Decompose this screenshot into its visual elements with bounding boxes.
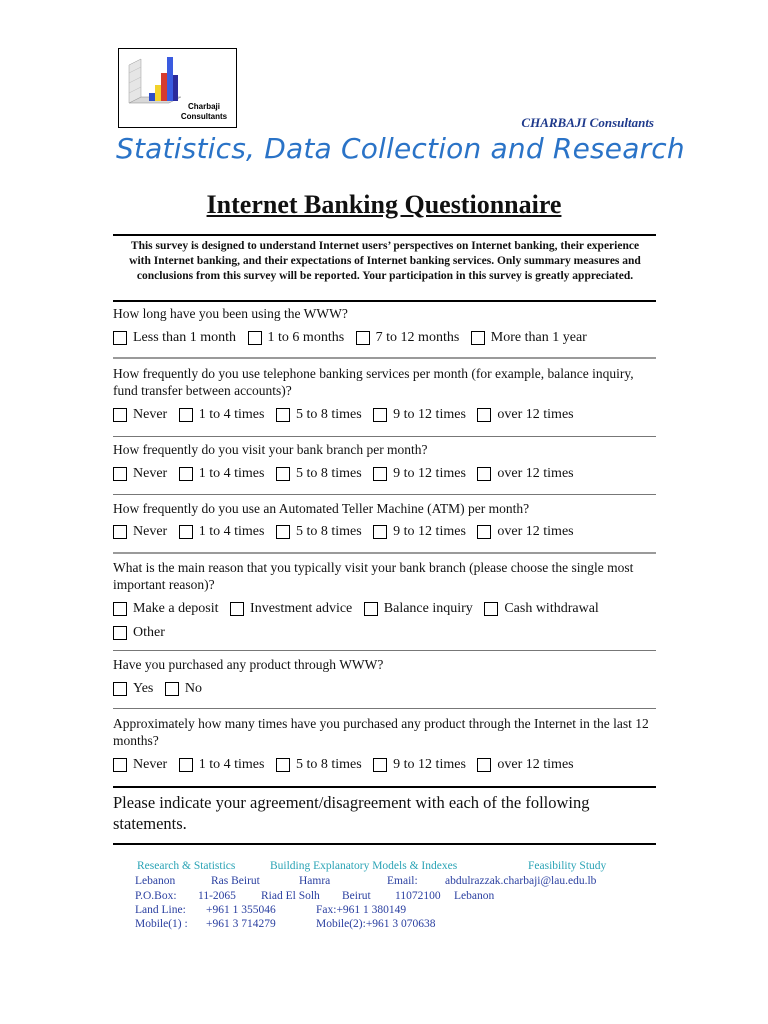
checkbox-icon[interactable] [276, 467, 290, 481]
checkbox-icon[interactable] [373, 467, 387, 481]
checkbox-icon[interactable] [477, 525, 491, 539]
checkbox-icon[interactable] [179, 525, 193, 539]
option-label: More than 1 year [490, 330, 587, 345]
question-6-options [113, 679, 658, 703]
page-title: Internet Banking Questionnaire [206, 190, 562, 219]
option-label: Never [133, 524, 168, 539]
logo-caption [169, 102, 239, 122]
footer-link-feasibility[interactable]: Feasibility Study [528, 860, 607, 872]
company-logo [118, 48, 237, 128]
checkbox-icon[interactable] [477, 467, 491, 481]
question-3-options [113, 464, 658, 488]
divider [113, 552, 656, 554]
option-label: 9 to 12 times [393, 466, 466, 481]
divider [113, 300, 656, 302]
divider [113, 708, 656, 709]
option-checkbox[interactable] [373, 522, 466, 542]
option-label: Never [133, 407, 168, 422]
option-checkbox[interactable] [471, 328, 587, 348]
question-7-text: Approximately how many times have you purchased any product through the Internet in the last 12 months? [113, 716, 649, 748]
divider [113, 234, 656, 236]
option-checkbox[interactable] [113, 755, 167, 775]
divider [113, 357, 656, 359]
question-1-options [113, 328, 658, 352]
option-label: over 12 times [497, 466, 574, 481]
option-label: over 12 times [497, 524, 574, 539]
option-checkbox[interactable] [276, 522, 362, 542]
option-checkbox[interactable] [484, 599, 598, 619]
option-checkbox[interactable] [276, 405, 362, 425]
footer-pobox: 11-2065 [198, 890, 236, 902]
option-label: 1 to 4 times [198, 407, 265, 422]
option-checkbox[interactable] [113, 464, 167, 484]
checkbox-icon[interactable] [364, 602, 378, 616]
footer-landline-label: Land Line: [135, 904, 186, 916]
option-label: Other [133, 625, 165, 640]
checkbox-icon[interactable] [113, 602, 127, 616]
option-checkbox[interactable] [165, 679, 202, 699]
question-3-text: How frequently do you visit your bank branch per month? [113, 442, 428, 457]
option-checkbox[interactable] [113, 328, 236, 348]
option-label: Make a deposit [133, 601, 219, 616]
option-label: Cash withdrawal [504, 601, 599, 616]
footer-link-models[interactable]: Building Explanatory Models & Indexes [270, 860, 458, 872]
option-label: 9 to 12 times [393, 407, 466, 422]
checkbox-icon[interactable] [276, 408, 290, 422]
checkbox-icon[interactable] [113, 331, 127, 345]
checkbox-icon[interactable] [113, 682, 127, 696]
footer-fax: Fax:+961 1 380149 [316, 904, 407, 916]
logo-line-1: Charbaji [187, 102, 220, 111]
option-label: Never [133, 466, 168, 481]
option-checkbox[interactable] [113, 522, 167, 542]
footer-email[interactable]: abdulrazzak.charbaji@lau.edu.lb [445, 875, 597, 887]
option-label: over 12 times [497, 407, 574, 422]
divider [113, 494, 656, 495]
option-label: Never [133, 757, 168, 772]
option-label: 1 to 4 times [198, 466, 265, 481]
footer-pobox-label: P.O.Box: [135, 890, 177, 902]
option-checkbox[interactable] [179, 464, 265, 484]
option-checkbox[interactable] [113, 599, 219, 619]
option-checkbox[interactable] [179, 755, 265, 775]
checkbox-icon[interactable] [113, 408, 127, 422]
option-label: 7 to 12 months [375, 330, 460, 345]
checkbox-icon[interactable] [477, 758, 491, 772]
option-checkbox[interactable] [248, 328, 345, 348]
footer-mobile2: Mobile(2):+961 3 070638 [316, 918, 436, 930]
option-label: 1 to 4 times [198, 757, 265, 772]
checkbox-icon[interactable] [373, 758, 387, 772]
agreement-prompt: Please indicate your agreement/disagreement with each of the following statements. [113, 793, 590, 833]
footer-city: Beirut [342, 890, 371, 902]
checkbox-icon[interactable] [113, 467, 127, 481]
checkbox-icon[interactable] [356, 331, 370, 345]
checkbox-icon[interactable] [113, 758, 127, 772]
divider [113, 650, 656, 651]
checkbox-icon[interactable] [179, 467, 193, 481]
option-label: 5 to 8 times [295, 466, 362, 481]
checkbox-icon[interactable] [113, 626, 127, 640]
option-checkbox[interactable] [113, 623, 165, 643]
option-label: Balance inquiry [383, 601, 473, 616]
footer-street: Hamra [299, 875, 331, 887]
checkbox-icon[interactable] [373, 408, 387, 422]
footer-mobile1: +961 3 714279 [206, 918, 276, 930]
checkbox-icon[interactable] [113, 525, 127, 539]
question-4-options [113, 522, 658, 546]
footer-country: Lebanon [135, 875, 176, 887]
option-label: Yes [133, 681, 154, 696]
option-label: 1 to 4 times [198, 524, 265, 539]
question-1-text: How long have you been using the WWW? [113, 306, 348, 321]
footer-country-2: Lebanon [454, 890, 495, 902]
question-2-options [113, 405, 658, 429]
option-label: 1 to 6 months [267, 330, 345, 345]
question-2-text: How frequently do you use telephone banking services per month (for example, balance inquiry, fund transfer between accounts)? [113, 366, 634, 398]
footer-landline: +961 1 355046 [206, 904, 276, 916]
checkbox-icon[interactable] [477, 408, 491, 422]
option-checkbox[interactable] [179, 522, 265, 542]
option-checkbox[interactable] [373, 464, 466, 484]
question-5-options [113, 599, 658, 647]
checkbox-icon[interactable] [484, 602, 498, 616]
option-checkbox[interactable] [477, 522, 573, 542]
option-checkbox[interactable] [179, 405, 265, 425]
footer-email-label: Email: [387, 875, 418, 887]
option-checkbox[interactable] [477, 755, 573, 775]
option-checkbox[interactable] [276, 464, 362, 484]
option-checkbox[interactable] [113, 679, 153, 699]
footer-link-research[interactable]: Research & Statistics [137, 860, 236, 872]
option-checkbox[interactable] [364, 599, 473, 619]
checkbox-icon[interactable] [165, 682, 179, 696]
option-label: 5 to 8 times [295, 757, 362, 772]
option-label: 5 to 8 times [295, 407, 362, 422]
question-7-options [113, 755, 658, 779]
checkbox-icon[interactable] [179, 408, 193, 422]
option-label: Less than 1 month [133, 330, 237, 345]
question-6-text: Have you purchased any product through WWW? [113, 657, 384, 672]
option-checkbox[interactable] [373, 405, 466, 425]
option-label: No [184, 681, 202, 696]
option-label: Investment advice [250, 601, 353, 616]
option-checkbox[interactable] [477, 464, 573, 484]
option-checkbox[interactable] [373, 755, 466, 775]
option-label: over 12 times [497, 757, 574, 772]
question-5-text: What is the main reason that you typically visit your bank branch (please choose the single most important reason)? [113, 560, 634, 592]
option-checkbox[interactable] [230, 599, 352, 619]
intro-text: This survey is designed to understand Internet users’ perspectives on Internet banking, their experience with Internet banking, and their expectations of Internet banking services. Only summary measures and conclusions from this survey will be reported. Your participation in this survey is greatly appreciated. [129, 240, 641, 282]
option-checkbox[interactable] [356, 328, 460, 348]
footer-mobile1-label: Mobile(1) : [135, 918, 188, 930]
option-checkbox[interactable] [477, 405, 573, 425]
footer-area: Ras Beirut [211, 875, 260, 887]
company-name: CHARBAJI Consultants [521, 115, 654, 130]
divider [113, 843, 656, 845]
checkbox-icon[interactable] [230, 602, 244, 616]
question-4-text: How frequently do you use an Automated Teller Machine (ATM) per month? [113, 501, 530, 516]
divider [113, 436, 656, 437]
checkbox-icon[interactable] [276, 758, 290, 772]
checkbox-icon[interactable] [179, 758, 193, 772]
footer-postal: 11072100 [395, 890, 441, 902]
checkbox-icon[interactable] [276, 525, 290, 539]
footer-district: Riad El Solh [261, 890, 320, 902]
logo-line-2: Consultants [180, 112, 228, 121]
divider [113, 786, 656, 788]
checkbox-icon[interactable] [373, 525, 387, 539]
checkbox-icon[interactable] [471, 331, 485, 345]
option-label: 9 to 12 times [393, 757, 466, 772]
checkbox-icon[interactable] [248, 331, 262, 345]
option-checkbox[interactable] [113, 405, 167, 425]
tagline: Statistics, Data Collection and Research [116, 132, 685, 165]
option-checkbox[interactable] [276, 755, 362, 775]
option-label: 9 to 12 times [393, 524, 466, 539]
option-label: 5 to 8 times [295, 524, 362, 539]
